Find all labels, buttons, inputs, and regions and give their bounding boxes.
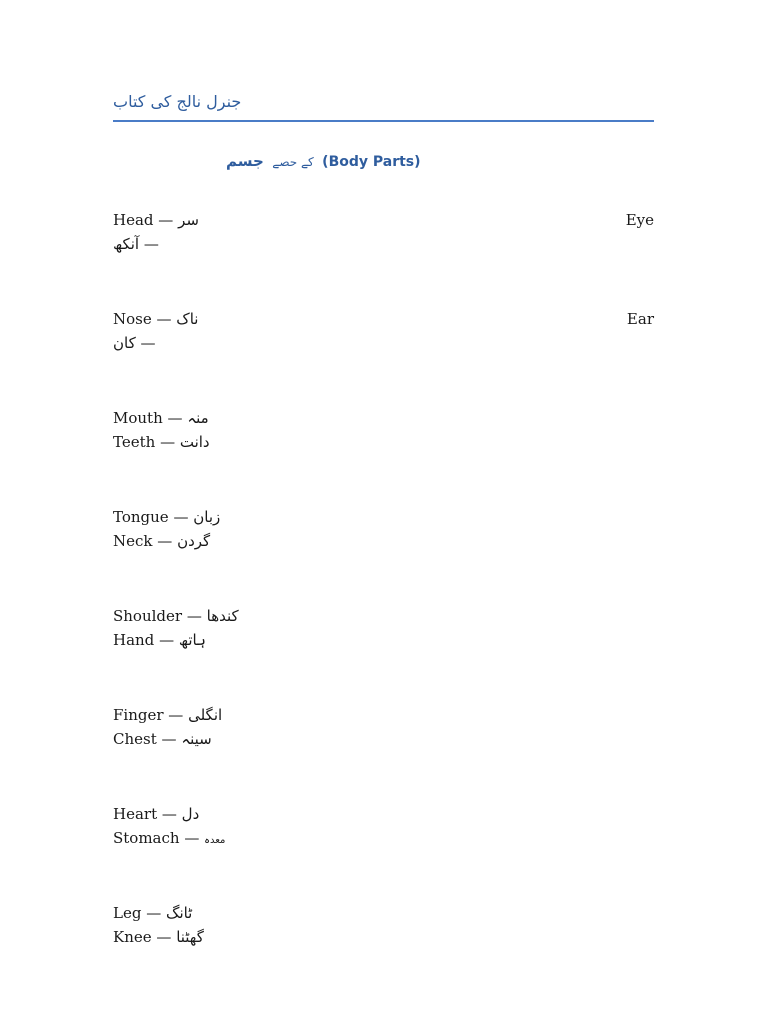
section-subtitle: [226, 152, 421, 170]
dash: —: [186, 607, 202, 625]
urdu-word: معدہ: [204, 835, 226, 846]
entry-group: [113, 307, 654, 355]
dash: —: [143, 235, 159, 253]
entry-line: [113, 430, 654, 454]
document-header: [113, 92, 654, 122]
dash: —: [156, 928, 172, 946]
entry-group: [113, 406, 654, 454]
dash: —: [159, 631, 175, 649]
subtitle-urdu-bold: جسم: [226, 152, 264, 170]
urdu-word: گھٹنا: [176, 928, 204, 946]
dash: —: [160, 433, 176, 451]
urdu-word: ٹانگ: [166, 904, 193, 922]
entry-group: [113, 703, 654, 751]
english-word: Mouth: [113, 409, 163, 427]
dash: —: [156, 310, 172, 328]
english-word-right: Eye: [625, 211, 654, 229]
dash: —: [184, 829, 200, 847]
entry-line: [113, 901, 654, 925]
urdu-word: زبان: [193, 508, 221, 526]
dash: —: [158, 211, 174, 229]
urdu-word: گردن: [177, 532, 211, 550]
english-word: Stomach: [113, 829, 180, 847]
english-word: Neck: [113, 532, 153, 550]
urdu-word: کندھا: [206, 607, 239, 625]
dash: —: [167, 409, 183, 427]
entry-line: [113, 331, 654, 355]
urdu-word: سینہ: [181, 730, 212, 748]
subtitle-urdu-light: کے حصے: [272, 155, 314, 169]
english-word-right: Ear: [626, 310, 654, 328]
urdu-word: دل: [181, 805, 200, 823]
header-title: جنرل نالج کی کتاب: [113, 92, 242, 111]
entry-group: [113, 802, 654, 850]
dash: —: [161, 730, 177, 748]
urdu-word: دانت: [179, 433, 210, 451]
dash: —: [146, 904, 162, 922]
dash: —: [173, 508, 189, 526]
english-word: Nose: [113, 310, 152, 328]
entry-group: [113, 208, 654, 256]
urdu-word: ہاتھ: [178, 631, 206, 649]
urdu-word: کان: [113, 334, 136, 352]
dash: —: [161, 805, 177, 823]
english-word: Knee: [113, 928, 152, 946]
entry-line: [113, 628, 654, 652]
urdu-word: ناک: [176, 310, 199, 328]
urdu-word: منہ: [187, 409, 209, 427]
english-word: Leg: [113, 904, 142, 922]
subtitle-english: (Body Parts): [322, 154, 421, 170]
entry-line: [113, 727, 654, 751]
urdu-word: انگلی: [188, 706, 223, 724]
entry-line: [113, 703, 654, 727]
english-word: Head: [113, 211, 154, 229]
entry-line: [113, 307, 654, 331]
entry-line: [113, 505, 654, 529]
english-word: Shoulder: [113, 607, 183, 625]
english-word: Heart: [113, 805, 158, 823]
english-word: Finger: [113, 706, 164, 724]
urdu-word: سر: [178, 211, 199, 229]
entry-line: [113, 406, 654, 430]
entry-line: [113, 232, 654, 256]
english-word: Hand: [113, 631, 155, 649]
entry-group: [113, 505, 654, 553]
entry-line: [113, 826, 654, 850]
entry-line: [113, 529, 654, 553]
english-word: Teeth: [113, 433, 156, 451]
urdu-word: آنکھ: [113, 235, 140, 253]
entry-group: [113, 901, 654, 949]
entry-line: [113, 208, 654, 232]
english-word: Tongue: [113, 508, 169, 526]
dash: —: [157, 532, 173, 550]
dash: —: [168, 706, 184, 724]
entry-line: [113, 802, 654, 826]
dash: —: [140, 334, 156, 352]
english-word: Chest: [113, 730, 157, 748]
entry-group: [113, 604, 654, 652]
entry-line: [113, 925, 654, 949]
entry-line: [113, 604, 654, 628]
